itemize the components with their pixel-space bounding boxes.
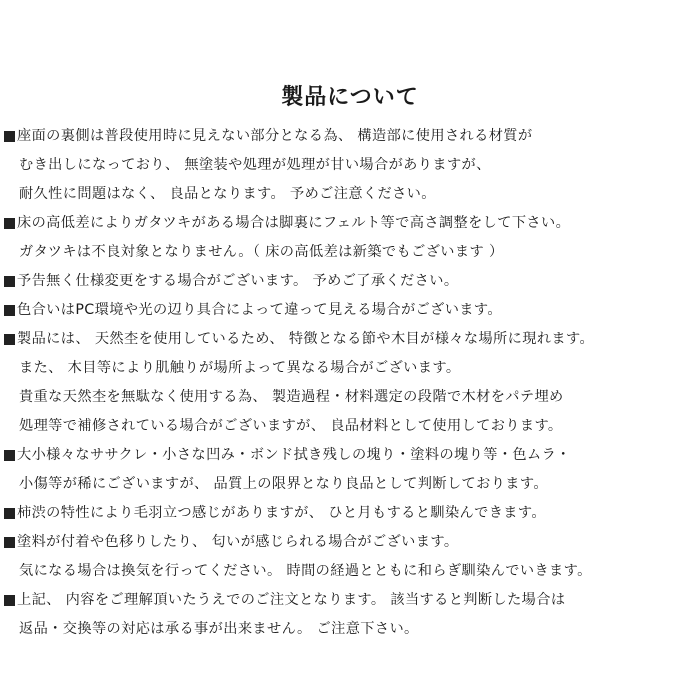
note-text: 耐久性に問題はなく、 良品となります。 予めご注意ください。: [19, 186, 436, 202]
note-text: 製品には、 天然杢を使用しているため、 特徴となる節や木目が様々な場所に現れます。: [17, 331, 595, 347]
note-text: 返品・交換等の対応は承る事が出来ません。 ご注意下さい。: [19, 621, 419, 637]
note-text: むき出しになっており、 無塗装や処理が処理が甘い場合がありますが、: [19, 157, 491, 173]
square-bullet-icon: [4, 276, 15, 287]
note-text: 貴重な天然杢を無駄なく使用する為、 製造過程・材料選定の段階で木材をパテ埋め: [19, 389, 564, 405]
note-text: 柿渋の特性により毛羽立つ感じがありますが、 ひと月もすると馴染んできます。: [17, 505, 546, 521]
square-bullet-icon: [4, 305, 15, 316]
square-bullet-icon: [4, 595, 15, 606]
note-text: 大小様々なササクレ・小さな凹み・ボンド拭き残しの塊り・塗料の塊り等・色ムラ・: [17, 447, 571, 463]
note-text: また、 木目等により肌触りが場所よって異なる場合がございます。: [19, 360, 461, 376]
note-text: 床の高低差によりガタツキがある場合は脚裏にフェルト等で高さ調整をして下さい。: [17, 215, 571, 231]
note-text: 塗料が付着や色移りしたり、 匂いが感じられる場合がございます。: [17, 534, 459, 550]
note-text: 色合いはPC環境や光の辺り具合によって違って見える場合がございます。: [17, 302, 502, 318]
note-text: 座面の裏側は普段使用時に見えない部分となる為、 構造部に使用される材質が: [17, 128, 533, 144]
square-bullet-icon: [4, 537, 15, 548]
note-text: ガタツキは不良対象となりません。（ 床の高低差は新築でもございます ）: [19, 244, 504, 260]
square-bullet-icon: [4, 508, 15, 519]
note-text: 処理等で補修されている場合がございますが、 良品材料として使用しております。: [19, 418, 563, 434]
square-bullet-icon: [4, 450, 15, 461]
square-bullet-icon: [4, 218, 15, 229]
note-text: 上記、 内容をご理解頂いたうえでのご注文となります。 該当すると判断した場合は: [17, 592, 566, 608]
note-text: 予告無く仕様変更をする場合がございます。 予めご了承ください。: [17, 273, 459, 289]
square-bullet-icon: [4, 334, 15, 345]
note-text: 気になる場合は換気を行ってください。 時間の経過とともに和らぎ馴染んでいきます。: [19, 563, 592, 579]
square-bullet-icon: [4, 131, 15, 142]
note-text: 小傷等が稀にございますが、 品質上の限界となり良品として判断しております。: [19, 476, 548, 492]
page-title: 製品について: [281, 85, 419, 110]
